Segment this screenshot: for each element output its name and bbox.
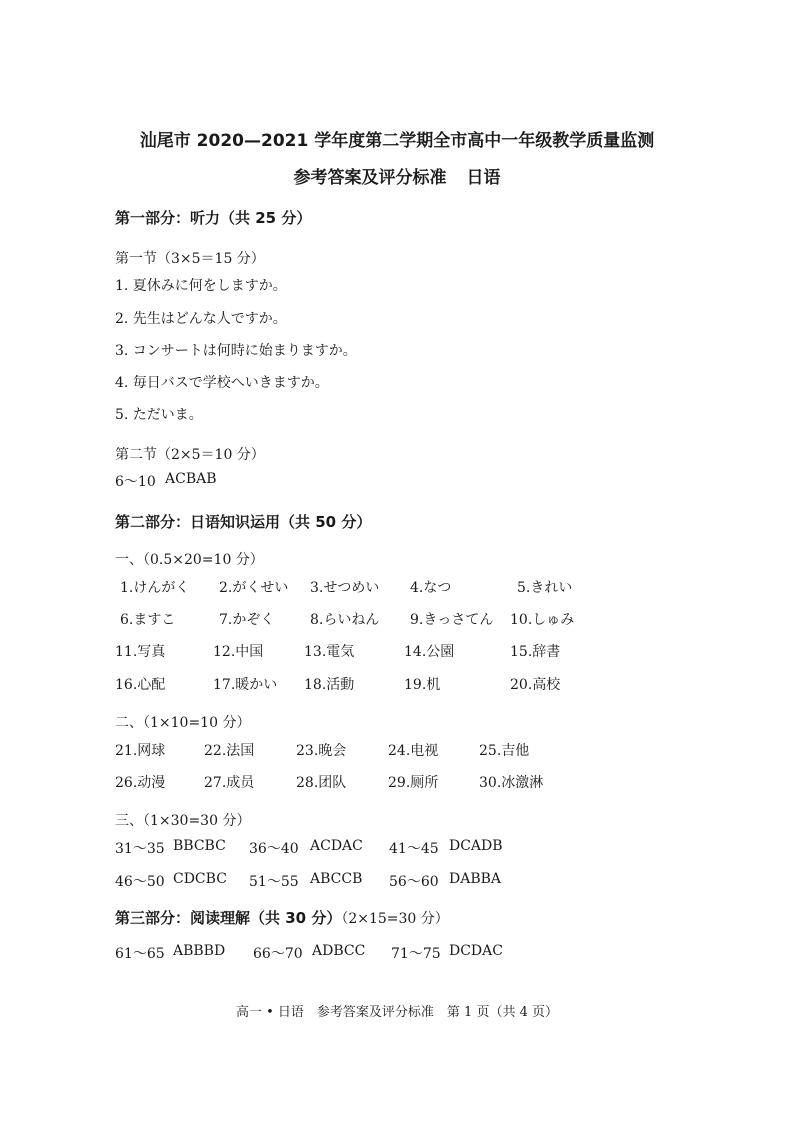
answer-letters: ABBBD: [173, 943, 226, 959]
part1-heading: 第一部分：听力（共 25 分）: [115, 209, 312, 227]
vocab-item: 1.けんがく: [120, 580, 190, 596]
answer-letters: ABCCB: [310, 871, 363, 887]
part2-s3-label: 三、（1×30=30 分）: [115, 813, 251, 829]
vocab-item: 2.がくせい: [219, 580, 289, 596]
part2-s1-label: 一、（0.5×20=10 分）: [115, 552, 264, 568]
answer-letters: BBCBC: [173, 838, 226, 854]
listening-item: 2. 先生はどんな人ですか。: [115, 311, 287, 327]
translation-item: 23.晚会: [296, 743, 347, 759]
vocab-item: 20.高校: [510, 677, 561, 693]
answer-letters: CDCBC: [173, 871, 227, 887]
part2-s2-label: 二、（1×10=10 分）: [115, 715, 251, 731]
translation-item: 27.成员: [204, 775, 255, 791]
answer-range: 61～65: [115, 946, 165, 962]
answer-range: 46～50: [115, 874, 165, 890]
document-title: 汕尾市 2020—2021 学年度第二学期全市高中一年级教学质量监测: [139, 131, 655, 151]
part3-score-note: （2×15=30 分）: [341, 911, 449, 927]
vocab-item: 13.電気: [304, 644, 355, 660]
vocab-item: 11.写真: [115, 644, 166, 660]
vocab-item: 4.なつ: [410, 580, 452, 596]
subtitle-subject: 日语: [466, 168, 501, 188]
part2-heading: 第二部分：日语知识运用（共 50 分）: [115, 513, 372, 531]
listening-item: 5. ただいま。: [115, 407, 203, 423]
answer-range: 41～45: [389, 841, 439, 857]
vocab-item: 16.心配: [115, 677, 166, 693]
subtitle-main: 参考答案及评分标准: [293, 168, 447, 188]
part3-heading-line: [115, 907, 449, 928]
answer-range: 51～55: [249, 874, 299, 890]
answer-letters: DCADB: [449, 838, 503, 854]
answer-letters: DCDAC: [449, 943, 503, 959]
answer-letters: ACBAB: [165, 471, 217, 487]
vocab-item: 14.公園: [404, 644, 455, 660]
answer-range: 6～10: [115, 474, 156, 490]
translation-item: 30.冰激淋: [479, 775, 544, 791]
listening-item: 1. 夏休みに何をしますか。: [115, 278, 287, 294]
translation-item: 29.厕所: [388, 775, 439, 791]
listening-item: 4. 毎日バスで学校へいきますか。: [115, 375, 329, 391]
vocab-item: 10.しゅみ: [510, 612, 575, 628]
vocab-item: 7.かぞく: [219, 612, 275, 628]
translation-item: 25.吉他: [479, 743, 530, 759]
listening-item: 3. コンサートは何時に始まりますか。: [115, 343, 357, 359]
vocab-item: 17.暖かい: [213, 677, 278, 693]
translation-item: 24.电视: [388, 743, 439, 759]
translation-item: 22.法国: [204, 743, 255, 759]
answer-letters: ADBCC: [312, 943, 366, 959]
answer-range: 66～70: [253, 946, 303, 962]
page-footer: 高一 • 日语 参考答案及评分标准 第 1 页（共 4 页）: [235, 1005, 558, 1020]
translation-item: 26.动漫: [115, 775, 166, 791]
answer-range: 36～40: [249, 841, 299, 857]
vocab-item: 15.辞書: [510, 644, 561, 660]
answer-letters: ACDAC: [310, 838, 363, 854]
answer-letters: DABBA: [449, 871, 502, 887]
document-subtitle: [0, 163, 794, 188]
translation-item: 21.网球: [115, 743, 166, 759]
vocab-item: 19.机: [404, 677, 441, 693]
part3-heading: 第三部分：阅读理解（共 30 分）: [115, 909, 342, 927]
answer-range: 56～60: [389, 874, 439, 890]
vocab-item: 18.活動: [304, 677, 355, 693]
vocab-item: 5.きれい: [517, 580, 573, 596]
part1-section2-label: 第二节（2×5＝10 分）: [115, 447, 265, 463]
vocab-item: 8.らいねん: [310, 612, 380, 628]
vocab-item: 9.きっさてん: [410, 612, 494, 628]
answer-range: 31～35: [115, 841, 165, 857]
answer-range: 71～75: [391, 946, 441, 962]
vocab-item: 12.中国: [213, 644, 264, 660]
vocab-item: 3.せつめい: [310, 580, 380, 596]
vocab-item: 6.ますこ: [120, 612, 176, 628]
part1-section1-label: 第一节（3×5＝15 分）: [115, 251, 265, 267]
translation-item: 28.团队: [296, 775, 347, 791]
